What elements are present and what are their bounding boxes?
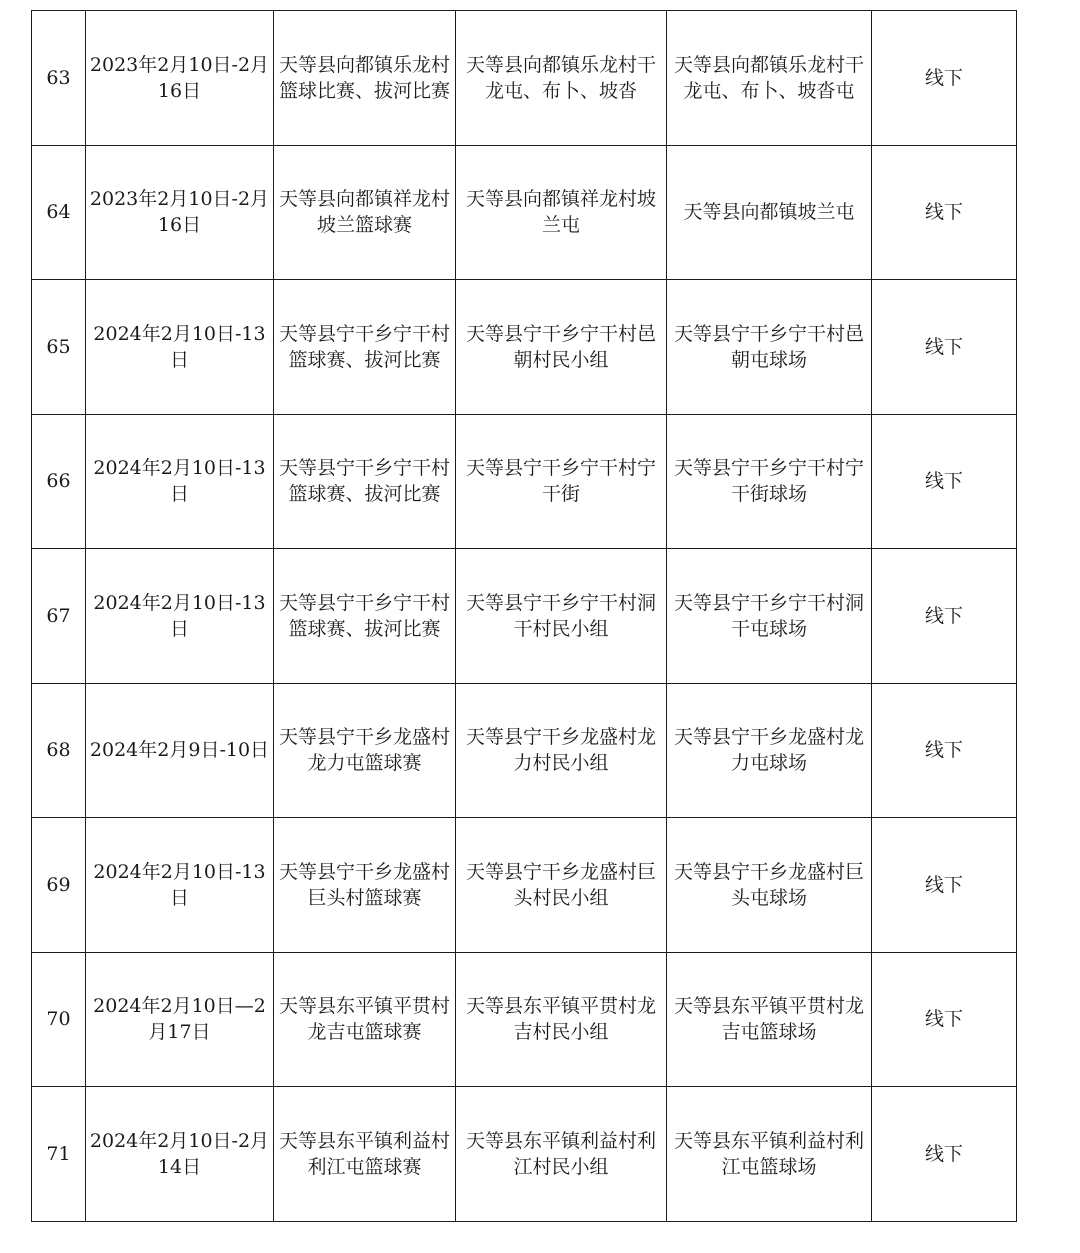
row-number-cell: 64 [32,145,86,280]
date-cell: 2024年2月9日-10日 [86,683,274,818]
organizer-cell: 天等县宁干乡宁干村洞干村民小组 [456,549,667,684]
venue-cell: 天等县宁干乡龙盛村龙力屯球场 [667,683,872,818]
organizer-cell: 天等县宁干乡龙盛村龙力村民小组 [456,683,667,818]
mode-cell: 线下 [872,11,1017,146]
organizer-cell: 天等县向都镇乐龙村干龙屯、布卜、坡沓 [456,11,667,146]
event-name-cell: 天等县宁干乡宁干村篮球赛、拔河比赛 [274,280,456,415]
event-table-body [32,11,1017,1222]
venue-cell: 天等县宁干乡宁干村洞干屯球场 [667,549,872,684]
event-name-cell: 天等县宁干乡宁干村篮球赛、拔河比赛 [274,414,456,549]
mode-cell: 线下 [872,952,1017,1087]
table-row [32,145,1017,280]
row-number-cell: 68 [32,683,86,818]
event-name-cell: 天等县东平镇平贯村龙吉屯篮球赛 [274,952,456,1087]
organizer-cell: 天等县向都镇祥龙村坡兰屯 [456,145,667,280]
table-row [32,280,1017,415]
venue-cell: 天等县宁干乡宁干村宁干街球场 [667,414,872,549]
mode-cell: 线下 [872,683,1017,818]
event-name-cell: 天等县宁干乡龙盛村巨头村篮球赛 [274,818,456,953]
date-cell: 2024年2月10日-13日 [86,414,274,549]
venue-cell: 天等县东平镇平贯村龙吉屯篮球场 [667,952,872,1087]
row-number-cell: 63 [32,11,86,146]
table-row [32,683,1017,818]
date-cell: 2024年2月10日-2月14日 [86,1087,274,1222]
event-name-cell: 天等县向都镇祥龙村坡兰篮球赛 [274,145,456,280]
venue-cell: 天等县向都镇坡兰屯 [667,145,872,280]
date-cell: 2023年2月10日-2月16日 [86,11,274,146]
mode-cell: 线下 [872,818,1017,953]
row-number-cell: 66 [32,414,86,549]
event-name-cell: 天等县宁干乡龙盛村龙力屯篮球赛 [274,683,456,818]
table-row [32,952,1017,1087]
row-number-cell: 70 [32,952,86,1087]
venue-cell: 天等县宁干乡龙盛村巨头屯球场 [667,818,872,953]
event-table-page [31,10,1016,1222]
row-number-cell: 69 [32,818,86,953]
event-name-cell: 天等县东平镇利益村利江屯篮球赛 [274,1087,456,1222]
date-cell: 2024年2月10日-13日 [86,818,274,953]
table-row [32,1087,1017,1222]
event-name-cell: 天等县向都镇乐龙村篮球比赛、拔河比赛 [274,11,456,146]
mode-cell: 线下 [872,145,1017,280]
mode-cell: 线下 [872,549,1017,684]
row-number-cell: 67 [32,549,86,684]
table-row [32,549,1017,684]
organizer-cell: 天等县宁干乡龙盛村巨头村民小组 [456,818,667,953]
date-cell: 2024年2月10日-13日 [86,280,274,415]
organizer-cell: 天等县宁干乡宁干村邑朝村民小组 [456,280,667,415]
mode-cell: 线下 [872,280,1017,415]
row-number-cell: 71 [32,1087,86,1222]
venue-cell: 天等县宁干乡宁干村邑朝屯球场 [667,280,872,415]
date-cell: 2024年2月10日—2月17日 [86,952,274,1087]
mode-cell: 线下 [872,1087,1017,1222]
venue-cell: 天等县向都镇乐龙村干龙屯、布卜、坡沓屯 [667,11,872,146]
table-row [32,11,1017,146]
row-number-cell: 65 [32,280,86,415]
organizer-cell: 天等县宁干乡宁干村宁干街 [456,414,667,549]
date-cell: 2024年2月10日-13日 [86,549,274,684]
date-cell: 2023年2月10日-2月16日 [86,145,274,280]
event-name-cell: 天等县宁干乡宁干村篮球赛、拔河比赛 [274,549,456,684]
mode-cell: 线下 [872,414,1017,549]
venue-cell: 天等县东平镇利益村利江屯篮球场 [667,1087,872,1222]
table-row [32,414,1017,549]
organizer-cell: 天等县东平镇利益村利江村民小组 [456,1087,667,1222]
organizer-cell: 天等县东平镇平贯村龙吉村民小组 [456,952,667,1087]
event-table [31,10,1017,1222]
table-row [32,818,1017,953]
